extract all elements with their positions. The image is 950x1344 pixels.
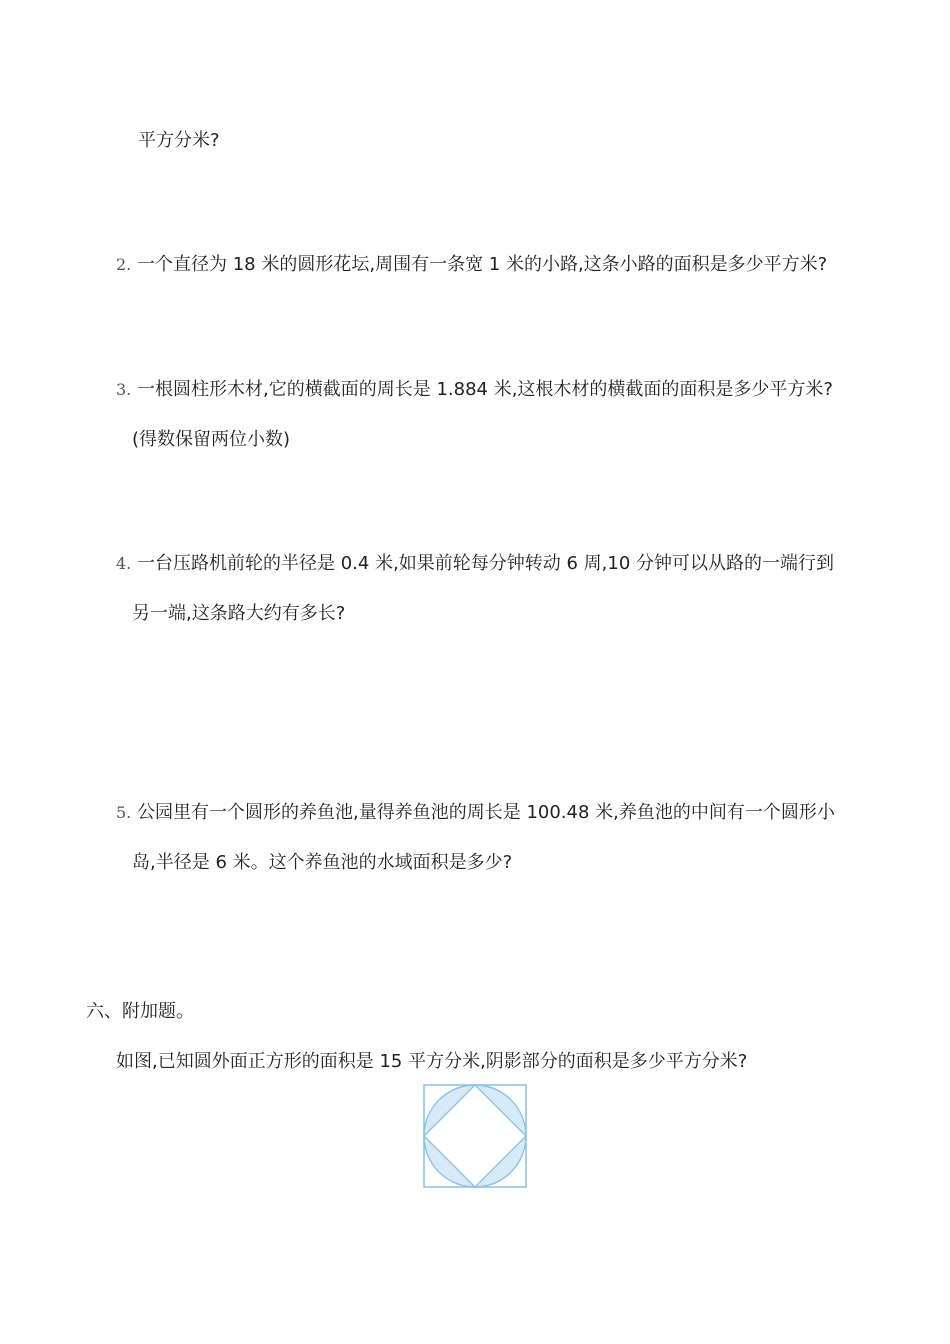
question-4-line-2: 另一端,这条路大约有多长?	[132, 603, 346, 624]
question-5	[116, 801, 835, 825]
bonus-text: 如图,已知圆外面正方形的面积是 15 平方分米,阴影部分的面积是多少平方分米?	[116, 1051, 748, 1072]
question-2-number: 2.	[116, 255, 132, 274]
question-2	[116, 253, 827, 277]
question-3-number: 3.	[116, 380, 132, 399]
question-5-number: 5.	[116, 803, 132, 822]
question-4	[116, 552, 834, 576]
bonus-heading: 六、附加题。	[86, 1001, 194, 1022]
continuation-text: 平方分米?	[138, 130, 220, 151]
question-4-line-1: 一台压路机前轮的半径是 0.4 米,如果前轮每分钟转动 6 周,10 分钟可以从路的一端行到	[137, 553, 835, 574]
question-3-line-1: 一根圆柱形木材,它的横截面的周长是 1.884 米,这根木材的横截面的面积是多少平方米?	[137, 379, 833, 400]
square-circle-figure	[423, 1084, 527, 1188]
question-3	[116, 378, 833, 402]
question-5-line-2: 岛,半径是 6 米。这个养鱼池的水域面积是多少?	[132, 852, 513, 873]
question-3-line-2: (得数保留两位小数)	[132, 429, 291, 450]
question-2-line-1: 一个直径为 18 米的圆形花坛,周围有一条宽 1 米的小路,这条小路的面积是多少平方米?	[137, 254, 828, 275]
question-4-number: 4.	[116, 554, 132, 573]
question-5-line-1: 公园里有一个圆形的养鱼池,量得养鱼池的周长是 100.48 米,养鱼池的中间有一个圆形小	[137, 802, 835, 823]
